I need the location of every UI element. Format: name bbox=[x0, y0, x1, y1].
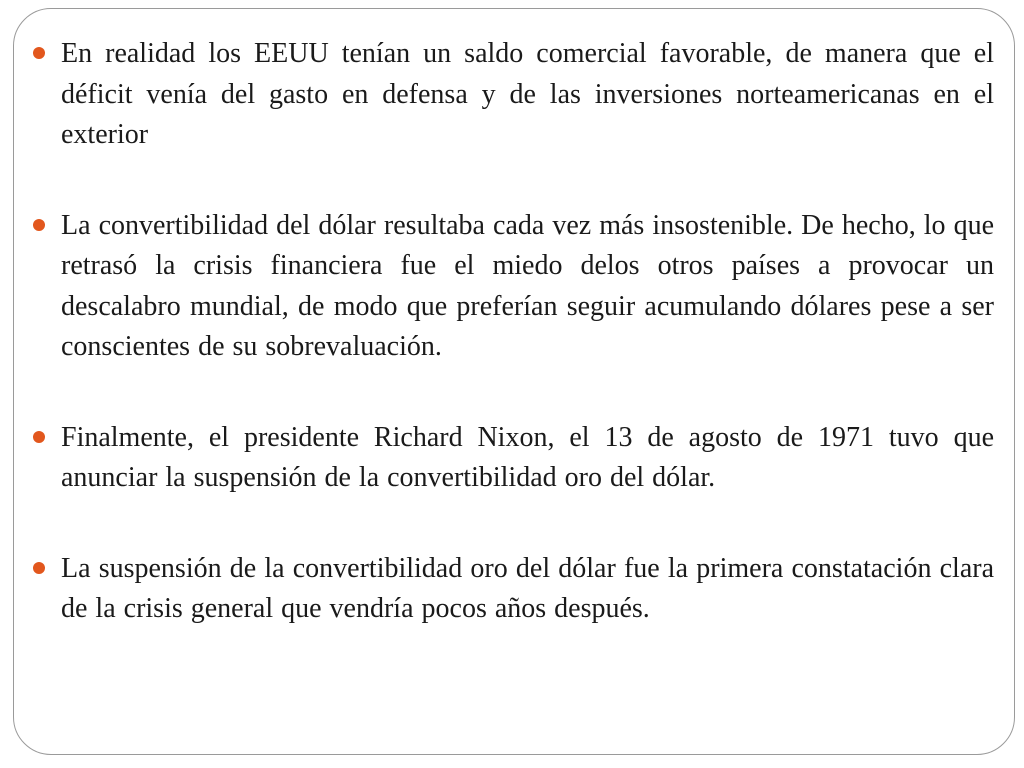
bullet-text: Finalmente, el presidente Richard Nixon, el 13 de agosto de 1971 tuvo que anunciar la suspensión de la convertibilidad oro del dólar. bbox=[61, 421, 994, 493]
bullet-item bbox=[33, 206, 994, 368]
bullet-dot-icon bbox=[33, 562, 45, 574]
bullet-item bbox=[33, 418, 994, 499]
bullet-dot-icon bbox=[33, 431, 45, 443]
bullet-dot-icon bbox=[33, 219, 45, 231]
bullet-item bbox=[33, 549, 994, 630]
bullet-item bbox=[33, 34, 994, 156]
bullet-list bbox=[33, 34, 994, 630]
bullet-text: La suspensión de la convertibilidad oro del dólar fue la primera constatación clara de la crisis general que vendría pocos años después. bbox=[61, 552, 994, 624]
bullet-text: La convertibilidad del dólar resultaba cada vez más insostenible. De hecho, lo que retrasó la crisis financiera fue el miedo delos otros países a provocar un descalabro mundial, de modo que preferían seguir acumulando dólares pese a ser conscientes de su sobrevaluación. bbox=[61, 209, 994, 362]
bullet-dot-icon bbox=[33, 47, 45, 59]
bullet-text: En realidad los EEUU tenían un saldo comercial favorable, de manera que el déficit venía del gasto en defensa y de las inversiones norteamericanas en el exterior bbox=[61, 38, 994, 150]
